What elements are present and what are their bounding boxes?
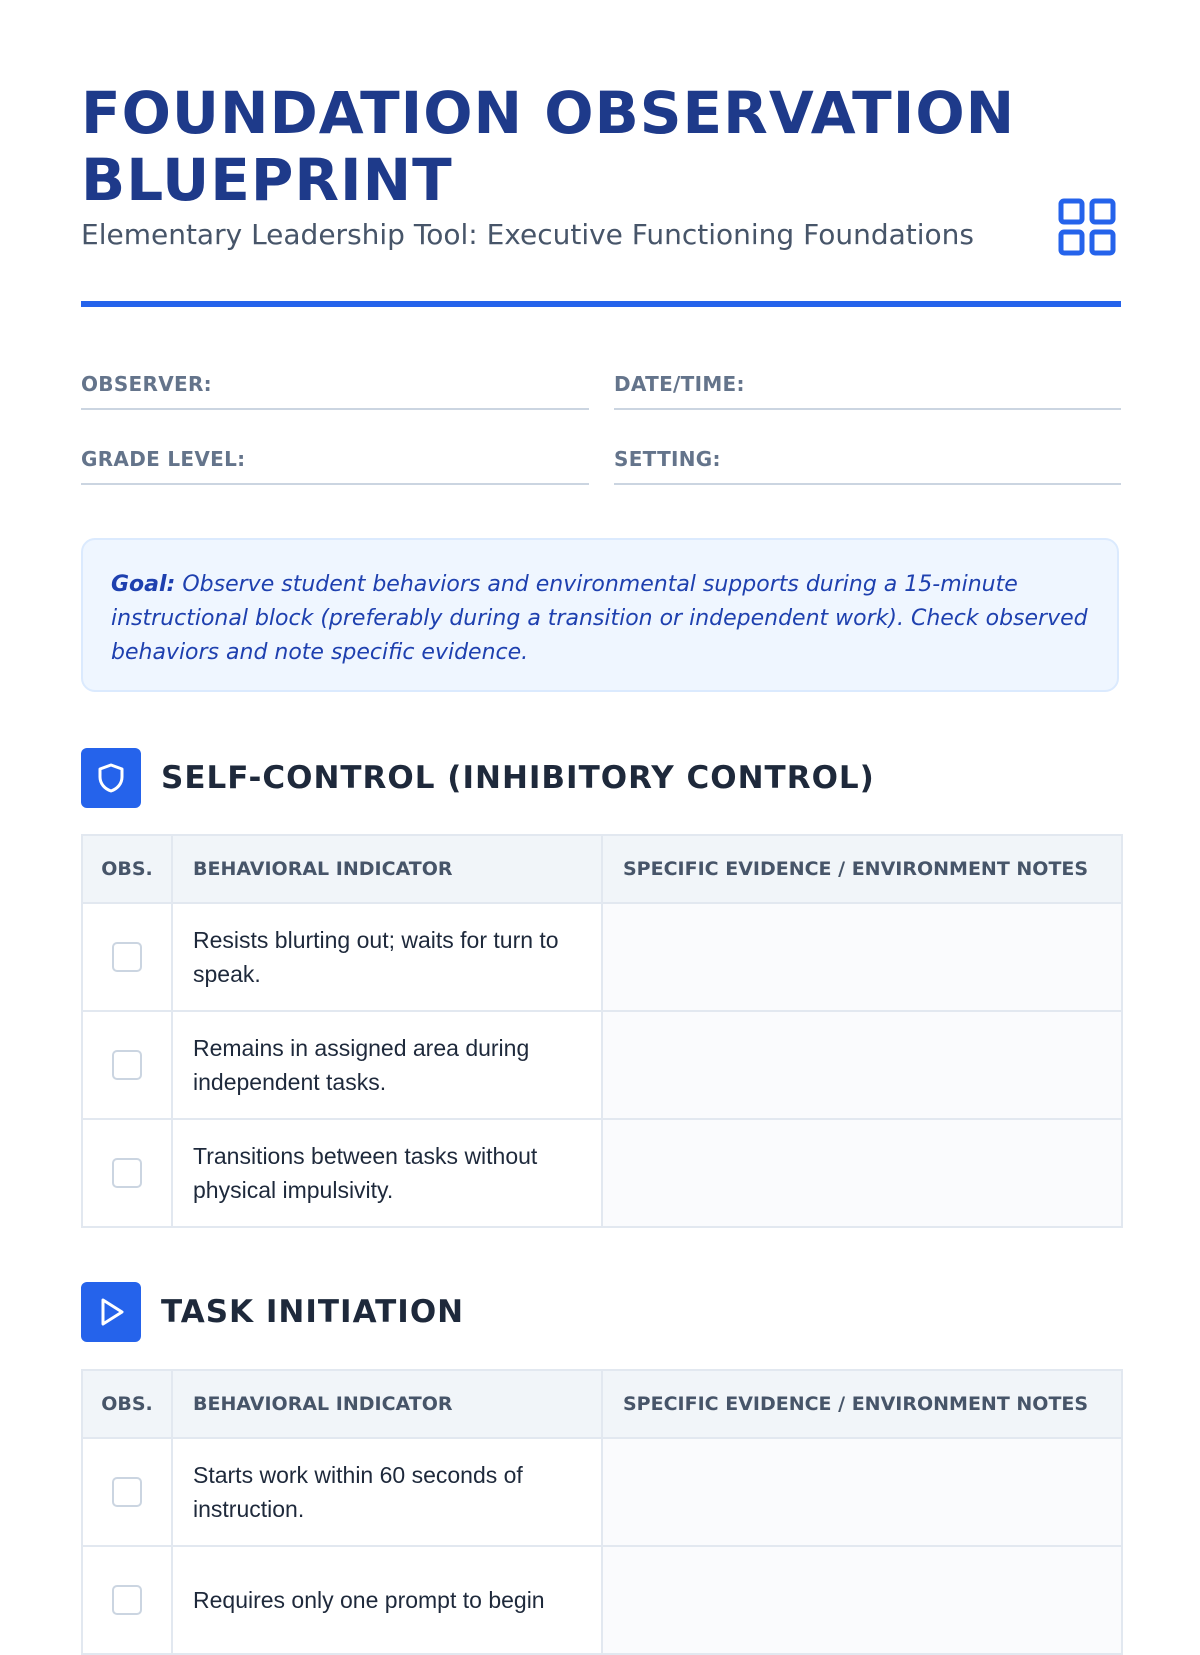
task-initiation-table [81, 1369, 1123, 1655]
setting-field[interactable] [614, 441, 1121, 485]
obs-cell [82, 903, 172, 1011]
grade-level-label: GRADE LEVEL: [81, 447, 246, 471]
datetime-label: DATE/TIME: [614, 372, 745, 396]
section-header-task-initiation [81, 1282, 1121, 1342]
observed-checkbox[interactable] [112, 1585, 142, 1615]
obs-cell [82, 1546, 172, 1654]
obs-cell [82, 1119, 172, 1227]
obs-column-header: OBS. [82, 1370, 172, 1438]
self-control-table [81, 834, 1123, 1228]
goal-callout [81, 538, 1119, 692]
indicator-column-header: BEHAVIORAL INDICATOR [172, 1370, 602, 1438]
table-row [82, 1438, 1122, 1546]
section-title-self-control: SELF-CONTROL (INHIBITORY CONTROL) [161, 760, 875, 796]
obs-cell [82, 1011, 172, 1119]
indicator-cell: Remains in assigned area during independent tasks. [172, 1011, 602, 1119]
goal-text: Observe student behaviors and environmental supports during a 15-minute instructional block (preferably during a transition or independent work). Check observed behaviors and note specific evidence. [111, 572, 1088, 665]
page-title: FOUNDATION OBSERVATION BLUEPRINT [81, 79, 1016, 214]
evidence-column-header: SPECIFIC EVIDENCE / ENVIRONMENT NOTES [602, 1370, 1122, 1438]
evidence-column-header: SPECIFIC EVIDENCE / ENVIRONMENT NOTES [602, 835, 1122, 903]
table-row [82, 903, 1122, 1011]
grade-level-field[interactable] [81, 441, 589, 485]
observed-checkbox[interactable] [112, 942, 142, 972]
section-title-task-initiation: TASK INITIATION [161, 1294, 465, 1330]
goal-label: Goal: [111, 572, 176, 597]
observed-checkbox[interactable] [112, 1050, 142, 1080]
evidence-cell[interactable] [602, 1438, 1122, 1546]
grid-icon [1058, 198, 1116, 256]
datetime-field[interactable] [614, 366, 1121, 410]
indicator-cell: Resists blurting out; waits for turn to speak. [172, 903, 602, 1011]
section-header-self-control [81, 748, 1121, 808]
table-row [82, 1011, 1122, 1119]
evidence-cell[interactable] [602, 1119, 1122, 1227]
obs-cell [82, 1438, 172, 1546]
indicator-cell: Starts work within 60 seconds of instruction. [172, 1438, 602, 1546]
observed-checkbox[interactable] [112, 1158, 142, 1188]
indicator-column-header: BEHAVIORAL INDICATOR [172, 835, 602, 903]
obs-column-header: OBS. [82, 835, 172, 903]
evidence-cell[interactable] [602, 1011, 1122, 1119]
table-header-row [82, 1370, 1122, 1438]
observed-checkbox[interactable] [112, 1477, 142, 1507]
setting-label: SETTING: [614, 447, 721, 471]
page-subtitle: Elementary Leadership Tool: Executive Functioning Foundations [81, 218, 974, 251]
table-header-row [82, 835, 1122, 903]
play-icon [81, 1282, 141, 1342]
table-row [82, 1546, 1122, 1654]
evidence-cell[interactable] [602, 1546, 1122, 1654]
indicator-cell: Transitions between tasks without physical impulsivity. [172, 1119, 602, 1227]
observer-field[interactable] [81, 366, 589, 410]
shield-icon [81, 748, 141, 808]
table-row [82, 1119, 1122, 1227]
indicator-cell: Requires only one prompt to begin [172, 1546, 602, 1654]
evidence-cell[interactable] [602, 903, 1122, 1011]
observer-label: OBSERVER: [81, 372, 212, 396]
header-divider [81, 301, 1121, 307]
